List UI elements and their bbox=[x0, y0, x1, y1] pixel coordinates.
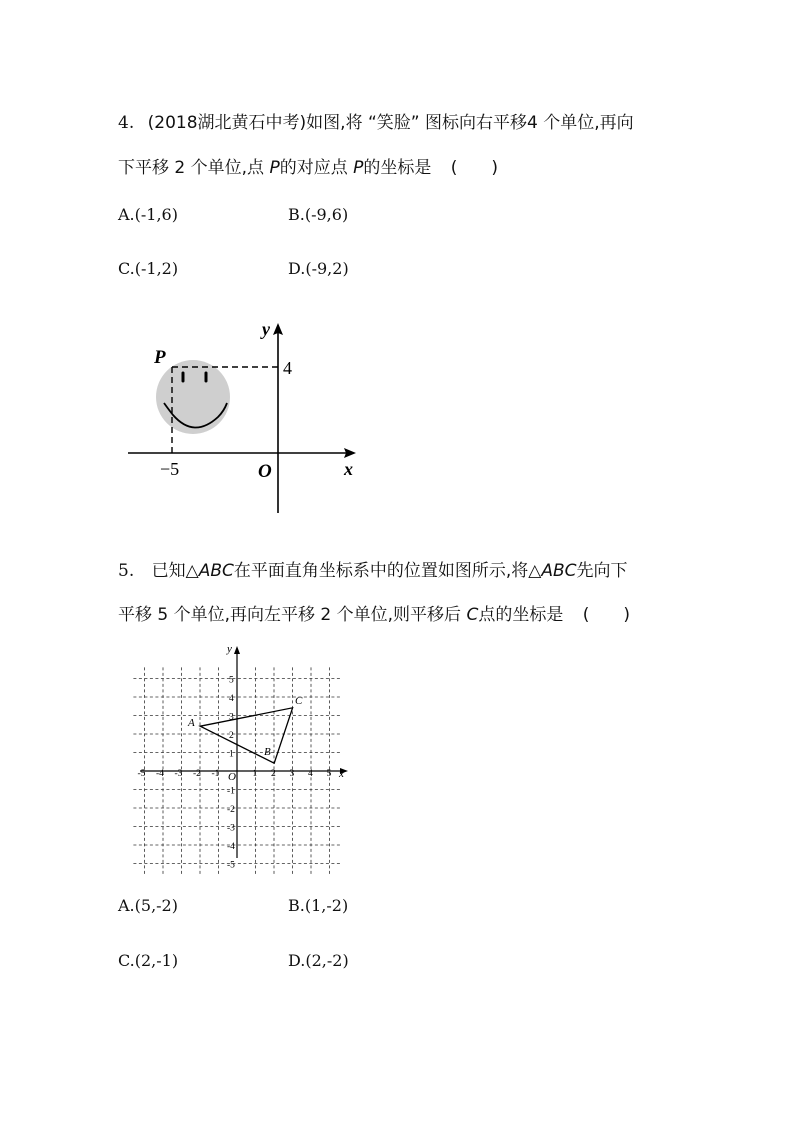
q5-option-b: B.(1,-2) bbox=[288, 896, 349, 915]
q5-point-c: C bbox=[466, 605, 479, 625]
q5-y-tick-label: 4 bbox=[229, 694, 234, 704]
q5-x-tick-label: -2 bbox=[193, 769, 201, 779]
q4-label-y: y bbox=[262, 319, 270, 339]
q4-point-p: P bbox=[269, 158, 280, 178]
q4-option-c: C.(-1,2) bbox=[118, 259, 179, 278]
q5-label-c: C bbox=[295, 695, 303, 707]
q4-option-b: B.(-9,6) bbox=[288, 205, 349, 224]
q5-line-2 bbox=[118, 600, 630, 625]
q4-text-line-2c: 的坐标是 bbox=[363, 158, 432, 178]
q5-x-tick-label: 2 bbox=[271, 769, 276, 779]
q5-x-tick-label: -1 bbox=[211, 769, 220, 779]
q5-figure bbox=[134, 640, 354, 871]
q4-figure bbox=[120, 315, 370, 520]
q5-y-tick-label: -2 bbox=[227, 805, 235, 815]
q5-triangle-abc-2: △ABC bbox=[528, 561, 577, 581]
q5-x-tick-label: 4 bbox=[308, 769, 313, 779]
q5-triangle-abc-1: △ABC bbox=[185, 561, 234, 581]
q4-tick-4: 4 bbox=[283, 358, 292, 378]
q4-option-d: D.(-9,2) bbox=[288, 259, 349, 278]
q5-label-origin: O bbox=[228, 771, 236, 783]
q4-line-2 bbox=[118, 153, 498, 178]
q4-text-line-2a: 下平移 2 个单位,点 bbox=[118, 158, 270, 178]
q5-x-tick-label: 1 bbox=[252, 769, 258, 779]
q5-y-tick-label: 3 bbox=[229, 712, 234, 723]
q4-answer-blank: ( ) bbox=[450, 158, 499, 178]
q5-label-b: B bbox=[264, 746, 271, 758]
q5-y-tick-label: -5 bbox=[227, 860, 235, 871]
q5-text-line-2b: 点的坐标是 bbox=[478, 605, 564, 625]
q5-x-tick-label: -3 bbox=[174, 769, 183, 779]
q5-x-tick-label: -5 bbox=[137, 769, 146, 779]
q5-option-c: C.(2,-1) bbox=[118, 951, 179, 970]
q5-option-d: D.(2,-2) bbox=[288, 951, 349, 970]
q5-y-tick-label: 1 bbox=[229, 749, 234, 760]
q4-label-p: P bbox=[154, 347, 166, 368]
q4-text-line-2b: 的对应点 bbox=[279, 158, 354, 178]
q4-label-x: x bbox=[344, 459, 353, 479]
q5-label-x: x bbox=[339, 768, 344, 780]
q5-x-tick-label: 3 bbox=[289, 769, 295, 779]
q5-answer-blank: ( ) bbox=[582, 605, 631, 625]
q5-y-arrow bbox=[234, 646, 240, 654]
q5-text-line-1a: 已知 bbox=[151, 561, 186, 581]
q5-y-tick-label: 5 bbox=[229, 675, 234, 686]
q5-y-tick-label: -4 bbox=[227, 842, 235, 852]
q5-y-tick-label: 2 bbox=[229, 731, 234, 741]
q5-x-tick-label: 5 bbox=[326, 769, 332, 779]
q5-label-y: y bbox=[227, 643, 232, 655]
q4-text-line-1: (2018湖北黄石中考)如图,将 “笑脸” 图标向右平移4 个单位,再向 bbox=[147, 113, 634, 133]
q4-number: 4. bbox=[118, 113, 135, 133]
q4-smiley-face bbox=[156, 360, 230, 434]
q4-label-origin: O bbox=[258, 461, 272, 482]
q5-y-tick-label: -1 bbox=[227, 786, 235, 797]
q4-tick-minus-5: −5 bbox=[160, 459, 180, 479]
q5-text-line-1c: 先向下 bbox=[576, 561, 628, 581]
q4-point-p-prime: P bbox=[353, 158, 364, 178]
q5-text-line-2a: 平移 5 个单位,再向左平移 2 个单位,则平移后 bbox=[118, 605, 467, 625]
q5-line-1 bbox=[118, 556, 628, 581]
q5-text-line-1b: 在平面直角坐标系中的位置如图所示,将 bbox=[233, 561, 529, 581]
q5-label-a: A bbox=[188, 717, 195, 729]
q5-x-tick-label: -4 bbox=[156, 769, 164, 779]
q4-option-a: A.(-1,6) bbox=[118, 205, 178, 224]
q4-line-1 bbox=[118, 108, 634, 133]
q5-option-a: A.(5,-2) bbox=[118, 896, 178, 915]
q5-triangle bbox=[200, 708, 292, 763]
q5-number: 5. bbox=[118, 561, 135, 581]
q5-y-tick-label: -3 bbox=[227, 823, 235, 834]
